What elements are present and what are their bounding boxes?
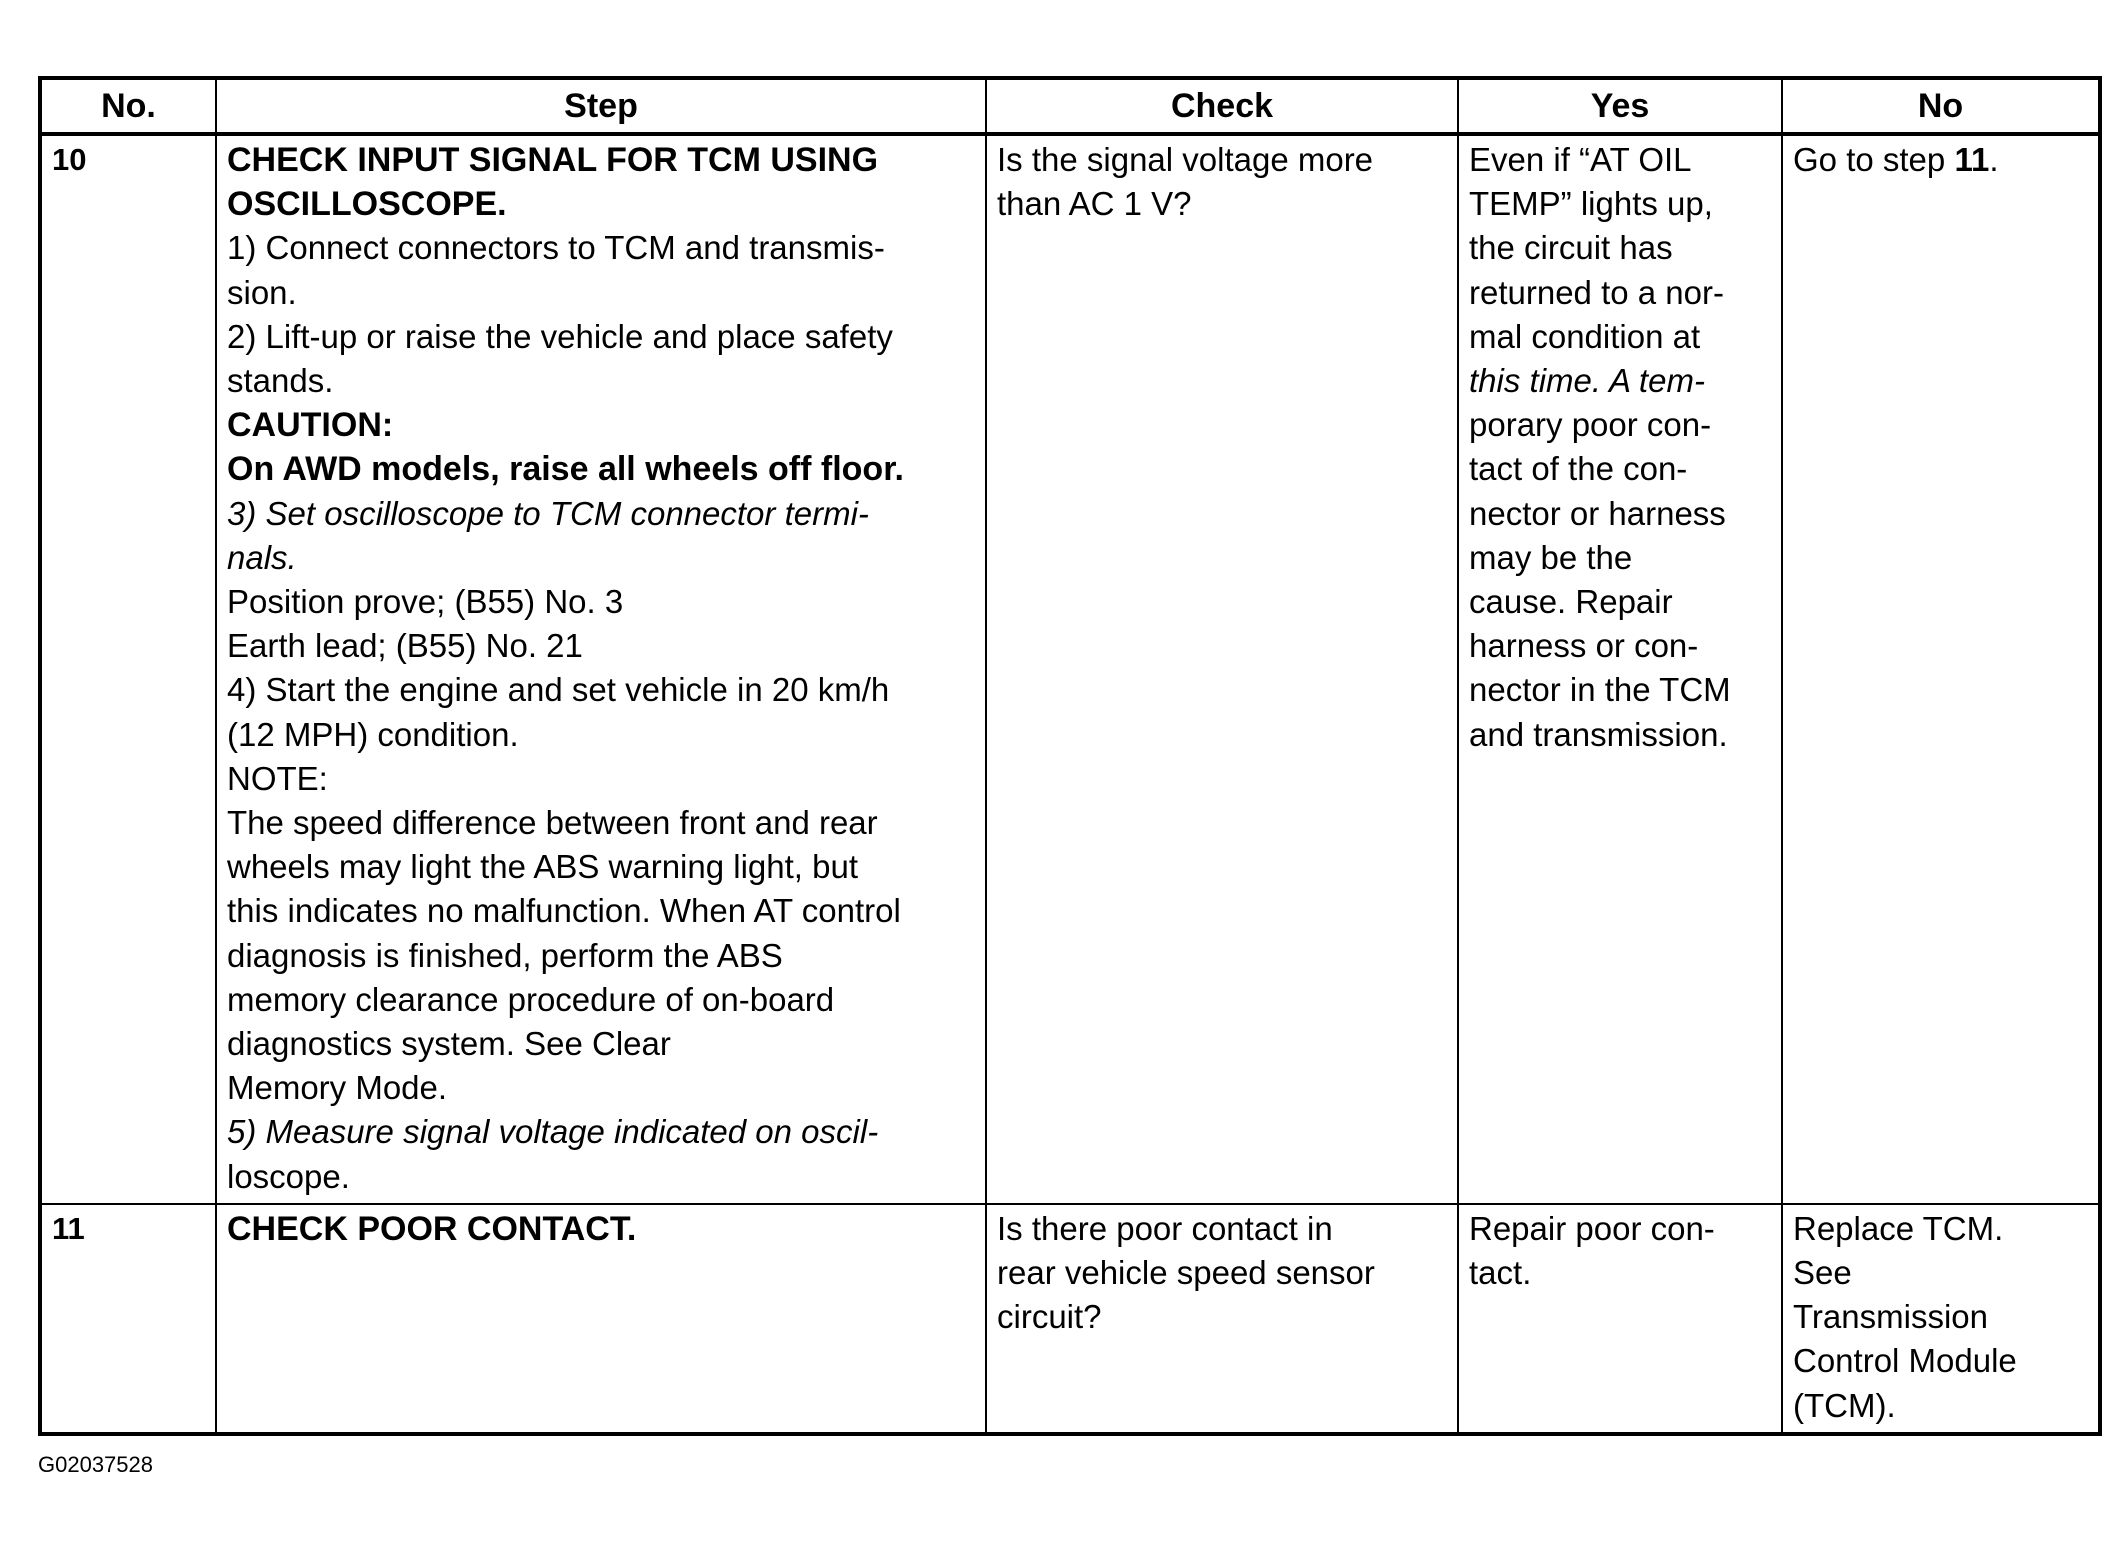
step-text-line: 1) Connect connectors to TCM and transmis- (227, 229, 885, 267)
note-text-line: diagnostics system. See Clear (227, 1025, 671, 1063)
step-text-line: Position prove; (B55) No. 3 (227, 583, 624, 621)
no-result-suffix: . (1989, 141, 1999, 178)
step-text-line: 2) Lift-up or raise the vehicle and place safety (227, 317, 893, 355)
yes-text-line: nector or harness (1469, 494, 1726, 532)
header-step: Step (216, 78, 986, 134)
yes-text-line: TEMP” lights up, (1469, 185, 1713, 223)
step-number: 11 (40, 1204, 216, 1434)
no-result-text-line: (TCM). (1793, 1386, 1896, 1424)
step-title-line: CHECK POOR CONTACT. (227, 1209, 637, 1248)
yes-text-line: tact. (1469, 1254, 1532, 1292)
yes-text-line: cause. Repair (1469, 583, 1673, 621)
check-cell (986, 1204, 1458, 1434)
yes-text-line: may be the (1469, 538, 1633, 576)
step-title-line: CHECK INPUT SIGNAL FOR TCM USING (227, 141, 879, 179)
yes-text-line: tact of the con- (1469, 450, 1688, 488)
table-row (40, 134, 2100, 1204)
note-text-line: The speed difference between front and rear (227, 804, 878, 842)
note-text-line: diagnosis is finished, perform the ABS (227, 936, 783, 974)
check-text-line: Is there poor contact in (997, 1209, 1333, 1247)
no-result-cell (1782, 1204, 2100, 1434)
yes-text-line: and transmission. (1469, 715, 1728, 753)
no-result-text-line: Transmission (1793, 1298, 1988, 1336)
step-cell (216, 134, 986, 1204)
step-title-line: OSCILLOSCOPE. (227, 185, 507, 224)
note-text-line: this indicates no malfunction. When AT control (227, 892, 901, 930)
step-text-line: loscope. (227, 1157, 350, 1195)
yes-text-line: porary poor con- (1469, 406, 1712, 444)
yes-text-line: Even if “AT OIL (1469, 141, 1692, 178)
yes-text-line: harness or con- (1469, 627, 1699, 665)
yes-text-line: this time. A tem- (1469, 362, 1705, 400)
check-text-line: rear vehicle speed sensor (997, 1254, 1375, 1292)
yes-text-line: returned to a nor- (1469, 273, 1724, 311)
check-cell (986, 134, 1458, 1204)
yes-text-line: mal condition at (1469, 317, 1701, 355)
no-result-text-line: Replace TCM. (1793, 1209, 2004, 1247)
step-cell (216, 1204, 986, 1434)
yes-text-line: nector in the TCM (1469, 671, 1731, 709)
step-text-line: sion. (227, 273, 297, 311)
note-text-line: wheels may light the ABS warning light, but (227, 848, 859, 886)
header-yes: Yes (1458, 78, 1782, 134)
yes-text-line: Repair poor con- (1469, 1209, 1715, 1247)
yes-cell (1458, 1204, 1782, 1434)
step-reference: 11 (1954, 141, 1990, 178)
step-text-line: Earth lead; (B55) No. 21 (227, 627, 583, 665)
check-text-line: Is the signal voltage more (997, 141, 1374, 178)
no-result-prefix: Go to step (1793, 141, 1955, 178)
check-text-line: circuit? (997, 1298, 1102, 1336)
check-text-line: than AC 1 V? (997, 185, 1192, 223)
step-text-line: stands. (227, 362, 334, 400)
step-text-line: 3) Set oscilloscope to TCM connector termi- (227, 494, 869, 532)
caution-text: On AWD models, raise all wheels off floor. (227, 450, 904, 489)
yes-cell (1458, 134, 1782, 1204)
no-result-text-line: Control Module (1793, 1342, 2017, 1380)
yes-text-line: the circuit has (1469, 229, 1673, 267)
no-result-cell (1782, 134, 2100, 1204)
note-text-line: Memory Mode. (227, 1069, 448, 1107)
note-label: NOTE: (227, 759, 328, 797)
header-no-result: No (1782, 78, 2100, 134)
figure-id: G02037528 (38, 1452, 153, 1477)
step-text-line: 4) Start the engine and set vehicle in 20 km/h (227, 671, 890, 709)
step-number: 10 (40, 134, 216, 1204)
no-result-text (1793, 138, 2088, 182)
step-text-line: (12 MPH) condition. (227, 715, 519, 753)
header-check: Check (986, 78, 1458, 134)
diagnostic-table (38, 76, 2102, 1436)
caution-label: CAUTION: (227, 406, 394, 445)
step-text-line: nals. (227, 538, 297, 576)
table-header-row (40, 78, 2100, 134)
note-text-line: memory clearance procedure of on-board (227, 980, 835, 1018)
no-result-text-line: See (1793, 1254, 1852, 1292)
header-no: No. (40, 78, 216, 134)
table-row (40, 1204, 2100, 1434)
step-text-line: 5) Measure signal voltage indicated on oscil- (227, 1113, 879, 1151)
